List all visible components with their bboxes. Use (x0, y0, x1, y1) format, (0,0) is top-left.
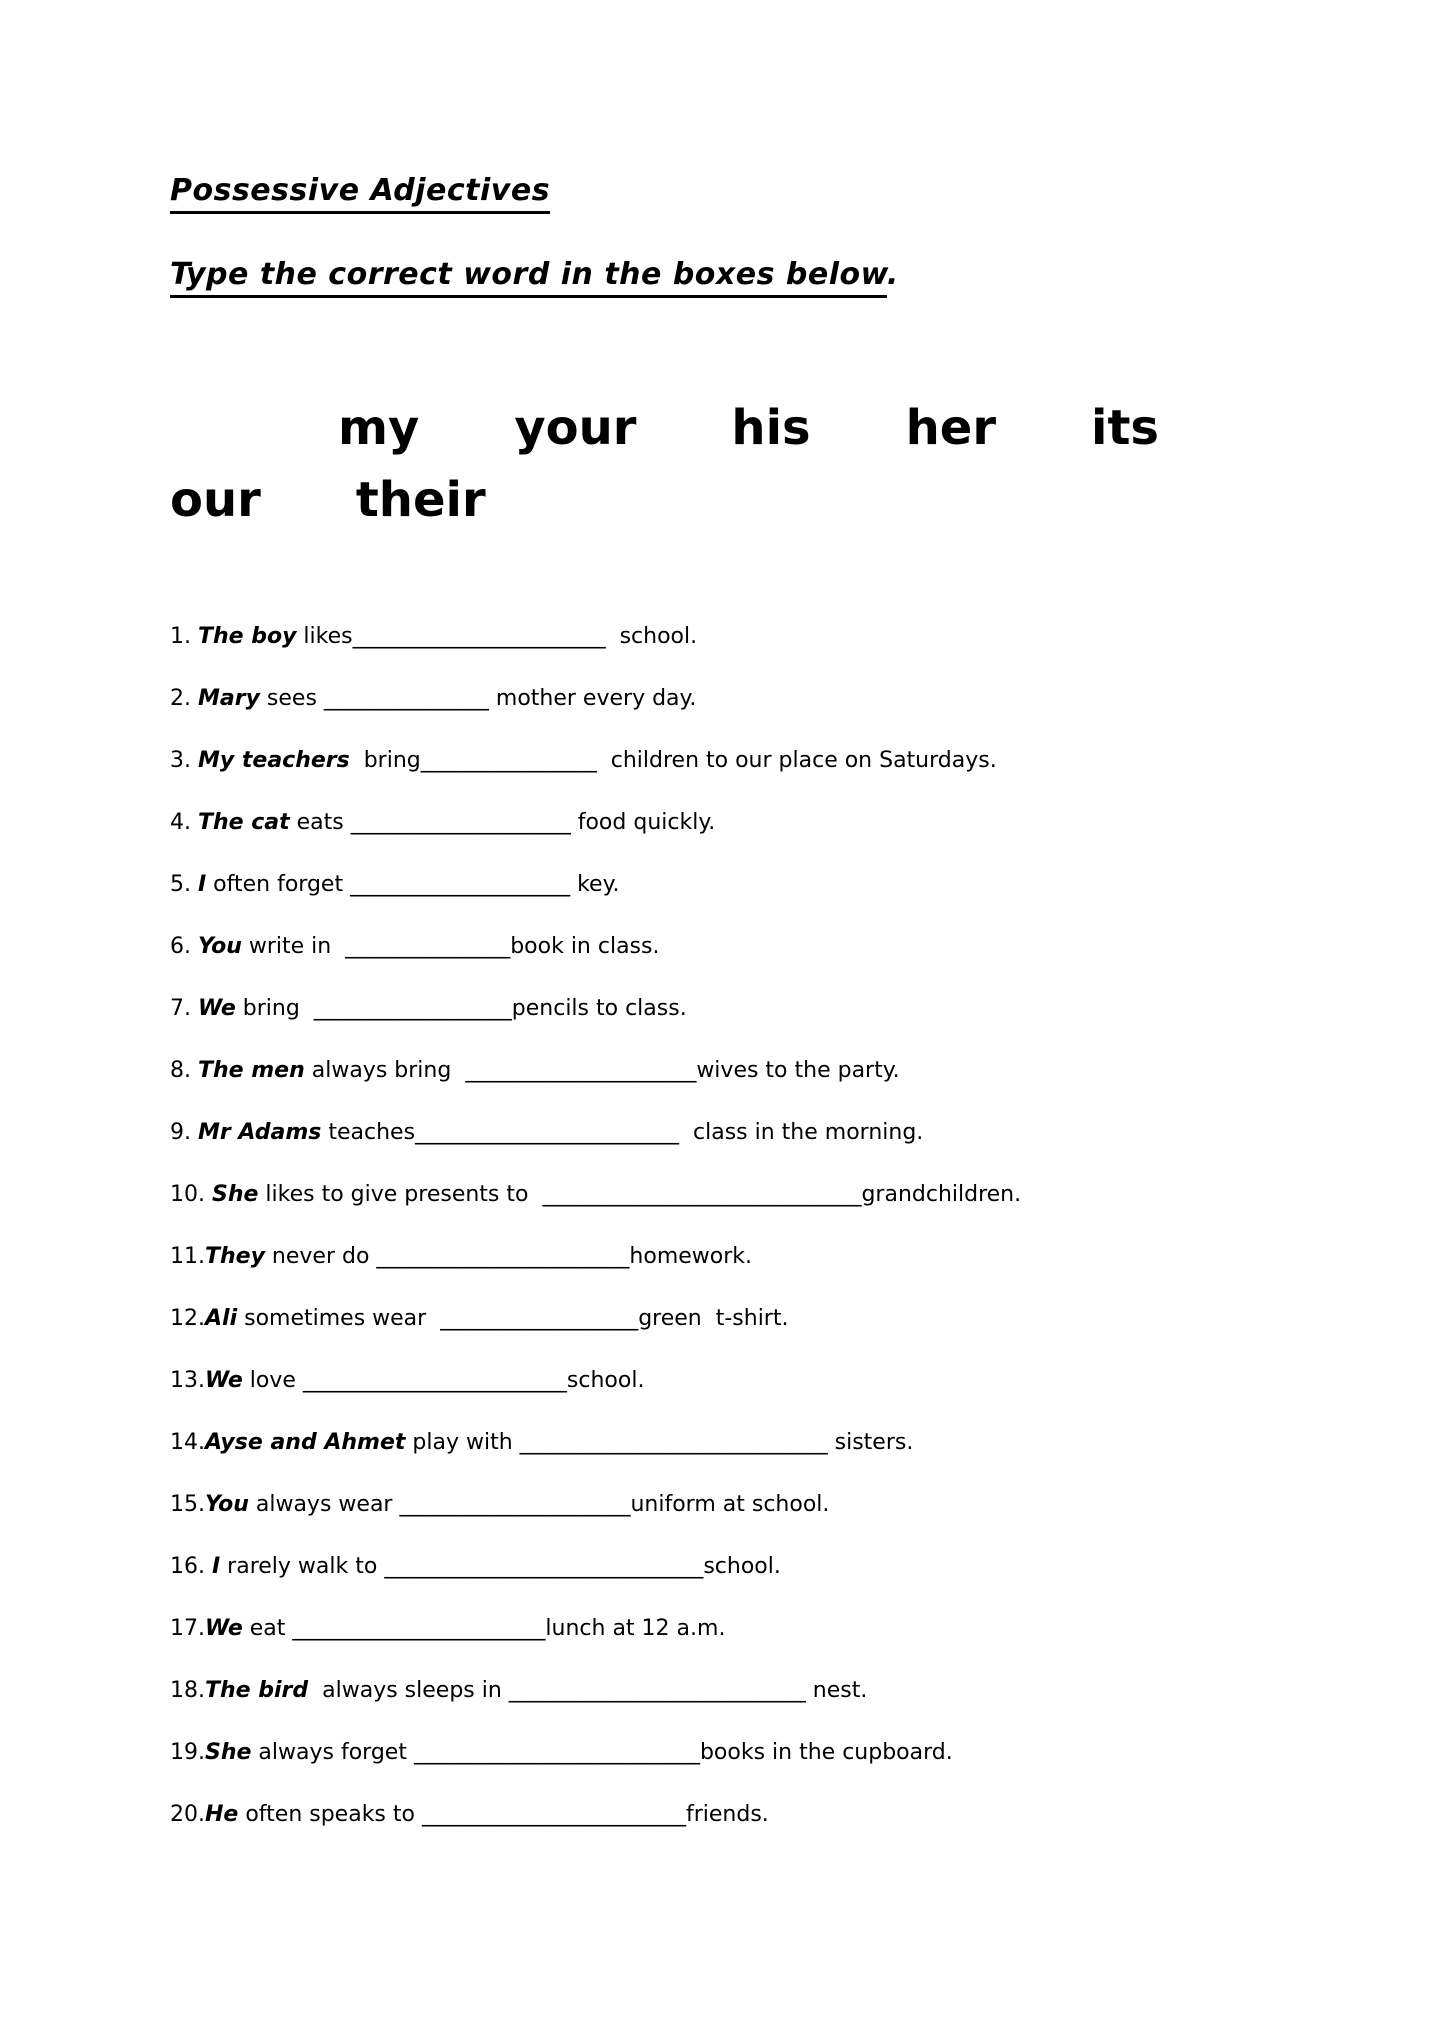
answer-blank[interactable]: _____________________________ (384, 1554, 704, 1579)
sentence-subject: You (205, 1492, 249, 1517)
sentence-text: children to our place on Saturdays. (596, 748, 997, 773)
worksheet-instruction (170, 256, 1390, 294)
sentence-text: 15. (170, 1492, 205, 1517)
answer-blank[interactable]: ____________________ (350, 810, 571, 835)
sentence-text: green t-shirt. (638, 1306, 789, 1331)
sentence-text: sometimes wear (237, 1306, 441, 1331)
word-bank-word: my (338, 400, 420, 456)
sentence-text: homework. (629, 1244, 753, 1269)
sentence-text: pencils to class. (511, 996, 687, 1021)
sentence-text: bring (235, 996, 314, 1021)
word-bank-word: our (170, 472, 261, 528)
sentence-text: 7. (170, 996, 198, 1021)
word-bank (170, 392, 1390, 536)
sentence-text: friends. (685, 1802, 769, 1827)
sentence-subject: Mr Adams (197, 1120, 322, 1145)
sentence-text: 2. (170, 686, 198, 711)
sentence-text: eats (289, 810, 351, 835)
sentence-text: 1. (170, 624, 198, 649)
answer-blank[interactable]: _______________________ (292, 1616, 546, 1641)
sentence-text: uniform at school. (630, 1492, 830, 1517)
sentence (170, 1428, 1390, 1458)
sentence-subject: She (211, 1182, 259, 1207)
sentence (170, 1304, 1390, 1334)
sentence-text: eat (242, 1616, 293, 1641)
sentence-text: nest. (805, 1678, 868, 1703)
sentence-text: 20. (170, 1802, 205, 1827)
sentence-text: wives to the party. (696, 1058, 900, 1083)
answer-blank[interactable]: ________________________ (302, 1368, 567, 1393)
sentence-subject: I (211, 1554, 221, 1579)
sentence (170, 1490, 1390, 1520)
sentence-text: teaches (321, 1120, 416, 1145)
sentence-text: often forget (206, 872, 351, 897)
sentence-text: book in class. (510, 934, 660, 959)
sentence-text: 14. (170, 1430, 205, 1455)
answer-blank[interactable]: _____________________ (465, 1058, 697, 1083)
sentence-text: 18. (170, 1678, 205, 1703)
sentence-text: 19. (170, 1740, 205, 1765)
word-bank-word: her (905, 400, 997, 456)
answer-blank[interactable]: _____________________________ (542, 1182, 862, 1207)
sentence-subject: They (205, 1244, 265, 1269)
word-bank-word: its (1091, 400, 1159, 456)
sentence (170, 870, 1390, 900)
sentence-text: class in the morning. (679, 1120, 924, 1145)
sentence-subject: Ali (205, 1306, 238, 1331)
sentence-subject: The cat (197, 810, 290, 835)
sentence-text: 13. (170, 1368, 205, 1393)
worksheet-title (170, 172, 1390, 210)
sentence (170, 808, 1390, 838)
sentence-text: 16. (170, 1554, 212, 1579)
answer-blank[interactable]: ____________________________ (519, 1430, 828, 1455)
sentence-text: 10. (170, 1182, 212, 1207)
sentence-text: school. (566, 1368, 645, 1393)
answer-blank[interactable]: ____________________ (350, 872, 571, 897)
sentence (170, 1242, 1390, 1272)
answer-blank[interactable]: _______________________ (376, 1244, 630, 1269)
sentence-subject: He (205, 1802, 239, 1827)
sentence (170, 1056, 1390, 1086)
sentence (170, 1366, 1390, 1396)
sentence-text: 6. (170, 934, 198, 959)
answer-blank[interactable]: __________________ (313, 996, 512, 1021)
sentence-text: write in (241, 934, 346, 959)
sentence-text: 12. (170, 1306, 205, 1331)
word-bank-row (170, 464, 1390, 536)
sentence-text: rarely walk to (220, 1554, 385, 1579)
sentence-subject: The men (197, 1058, 305, 1083)
worksheet-instruction-text: Type the correct word in the boxes below (170, 257, 887, 298)
sentence-text: 3. (170, 748, 198, 773)
sentence-text: often speaks to (238, 1802, 422, 1827)
sentence (170, 1738, 1390, 1768)
sentence-subject: She (205, 1740, 252, 1765)
sentence (170, 1614, 1390, 1644)
word-bank-word: their (355, 472, 486, 528)
sentence-text: always bring (304, 1058, 466, 1083)
sentence-text: school. (605, 624, 698, 649)
answer-blank[interactable]: ________________________ (415, 1120, 680, 1145)
worksheet-title-text: Possessive Adjectives (170, 173, 550, 214)
sentence (170, 1800, 1390, 1830)
answer-blank[interactable]: _______________ (345, 934, 511, 959)
sentence-subject: Mary (197, 686, 260, 711)
sentence-text: books in the cupboard. (699, 1740, 953, 1765)
sentence-text: sisters. (827, 1430, 914, 1455)
sentence-subject: My teachers (197, 748, 350, 773)
sentence-text: grandchildren. (861, 1182, 1022, 1207)
sentence-text: always sleeps in (308, 1678, 509, 1703)
sentence-text: key. (570, 872, 620, 897)
word-bank-word: his (731, 400, 811, 456)
sentence-subject: The boy (197, 624, 297, 649)
sentence (170, 746, 1390, 776)
answer-blank[interactable]: __________________________ (413, 1740, 700, 1765)
sentence-subject: We (205, 1368, 243, 1393)
sentence (170, 932, 1390, 962)
sentence-text: 11. (170, 1244, 205, 1269)
sentence (170, 1118, 1390, 1148)
sentence (170, 684, 1390, 714)
sentence-text: food quickly. (570, 810, 716, 835)
sentence-text: love (242, 1368, 303, 1393)
sentence-text: likes (296, 624, 353, 649)
sentence-subject: We (197, 996, 236, 1021)
sentence-subject: Ayse and Ahmet (205, 1430, 406, 1455)
sentence-text: never do (264, 1244, 377, 1269)
answer-blank[interactable]: _______________________ (352, 624, 606, 649)
sentence-list (170, 622, 1390, 1830)
sentence-text: always wear (248, 1492, 400, 1517)
answer-blank[interactable]: _______________ (323, 686, 489, 711)
answer-blank[interactable]: ________________ (420, 748, 597, 773)
sentence-subject: I (197, 872, 207, 897)
sentence-text: 17. (170, 1616, 205, 1641)
answer-blank[interactable]: ___________________________ (508, 1678, 806, 1703)
sentence-text: 5. (170, 872, 198, 897)
sentence-text: 4. (170, 810, 198, 835)
sentence-text: likes to give presents to (258, 1182, 543, 1207)
sentence-subject: We (205, 1616, 243, 1641)
sentence (170, 1180, 1390, 1210)
answer-blank[interactable]: _____________________ (399, 1492, 631, 1517)
sentence (170, 622, 1390, 652)
sentence-text: 9. (170, 1120, 198, 1145)
sentence-text: lunch at 12 a.m. (545, 1616, 726, 1641)
worksheet-instruction-period: . (886, 257, 899, 292)
sentence (170, 1676, 1390, 1706)
sentence (170, 1552, 1390, 1582)
word-bank-word: your (514, 400, 637, 456)
answer-blank[interactable]: ________________________ (421, 1802, 686, 1827)
sentence-text: school. (703, 1554, 781, 1579)
sentence-text: mother every day. (488, 686, 697, 711)
sentence-text: bring (349, 748, 421, 773)
word-bank-row (170, 392, 1390, 464)
sentence-subject: The bird (205, 1678, 309, 1703)
sentence-text: always forget (251, 1740, 414, 1765)
sentence-text: play with (405, 1430, 520, 1455)
answer-blank[interactable]: __________________ (440, 1306, 639, 1331)
sentence-subject: You (197, 934, 242, 959)
sentence (170, 994, 1390, 1024)
sentence-text: 8. (170, 1058, 198, 1083)
sentence-text: sees (259, 686, 324, 711)
